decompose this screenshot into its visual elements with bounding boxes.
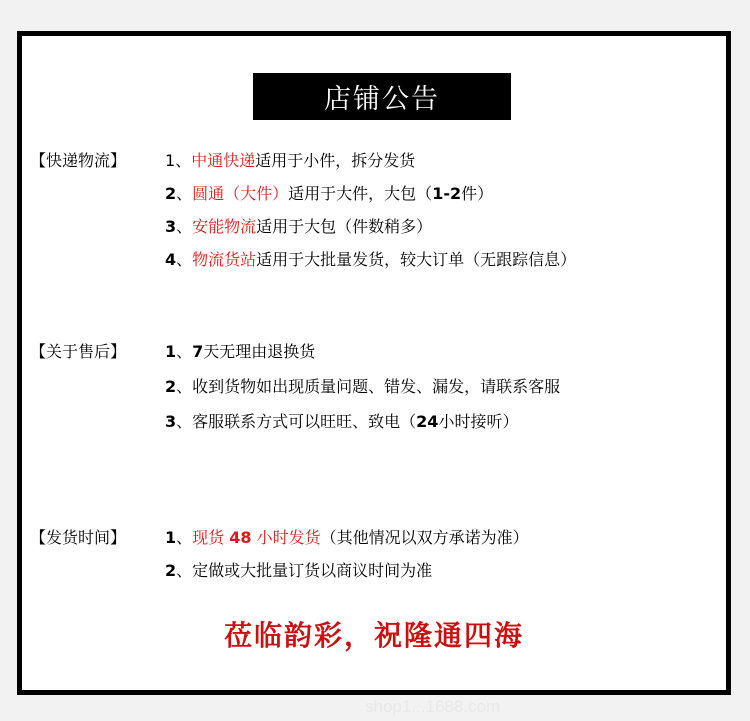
item-text: 适用于大件，大包（ xyxy=(288,184,433,203)
list-item xyxy=(165,374,560,402)
item-text: 适用于大批量发货，较大订单（无跟踪信息） xyxy=(256,250,577,269)
item-number: 2 xyxy=(165,561,177,580)
slogan: 莅临韵彩，祝隆通四海 xyxy=(223,619,524,652)
notice-frame xyxy=(17,31,731,695)
item-sep: 、 xyxy=(175,151,192,170)
item-highlight: 中通快递 xyxy=(191,151,256,170)
item-bold: 24 xyxy=(416,412,439,431)
item-number: 2 xyxy=(165,184,177,203)
item-highlight: 安能物流 xyxy=(192,217,257,236)
item-highlight: 物流货站 xyxy=(192,250,257,269)
item-sep: 、 xyxy=(176,561,193,580)
list-item xyxy=(165,247,576,275)
item-sep: 、 xyxy=(176,412,193,431)
list-item xyxy=(165,181,493,209)
item-highlight: 现货 xyxy=(192,528,225,547)
item-number: 2 xyxy=(165,377,177,396)
item-highlight: 小时发货 xyxy=(256,528,321,547)
item-number: 3 xyxy=(165,217,177,236)
item-number: 4 xyxy=(165,250,177,269)
section-heading: 【关于售后】 xyxy=(30,342,127,361)
list-item xyxy=(165,409,518,437)
item-text: 客服联系方式可以旺旺、致电（ xyxy=(192,412,417,431)
item-highlight-bold: 48 xyxy=(229,528,252,547)
watermark: shop1...1688.com xyxy=(365,697,501,716)
section-heading: 【快递物流】 xyxy=(30,151,127,170)
list-item xyxy=(165,558,432,586)
item-text: 适用于大包（件数稍多） xyxy=(256,217,433,236)
item-sep: 、 xyxy=(176,342,193,361)
list-item xyxy=(165,525,529,553)
item-number: 1 xyxy=(165,528,177,547)
item-highlight: 圆通（大件） xyxy=(192,184,289,203)
item-sep: 、 xyxy=(176,184,193,203)
list-item xyxy=(165,339,315,367)
notice-title: 店铺公告 xyxy=(253,73,511,120)
item-bold: 1-2 xyxy=(432,184,462,203)
item-text: 适用于小件，拆分发货 xyxy=(255,151,416,170)
item-tail: 小时接听） xyxy=(438,412,519,431)
item-number: 3 xyxy=(165,412,177,431)
item-text: 天无理由退换货 xyxy=(203,342,316,361)
item-number: 1 xyxy=(165,342,177,361)
item-sep: 、 xyxy=(176,217,193,236)
item-text: （其他情况以双方承诺为准） xyxy=(320,528,529,547)
item-sep: 、 xyxy=(176,528,193,547)
item-number: 1 xyxy=(165,151,176,170)
item-text: 收到货物如出现质量问题、错发、漏发，请联系客服 xyxy=(192,377,561,396)
item-tail: 件） xyxy=(461,184,494,203)
item-sep: 、 xyxy=(176,377,193,396)
section-heading: 【发货时间】 xyxy=(30,528,127,547)
item-sep: 、 xyxy=(176,250,193,269)
list-item xyxy=(165,148,415,176)
item-bold: 7 xyxy=(192,342,204,361)
item-text: 定做或大批量订货以商议时间为准 xyxy=(192,561,433,580)
list-item xyxy=(165,214,432,242)
